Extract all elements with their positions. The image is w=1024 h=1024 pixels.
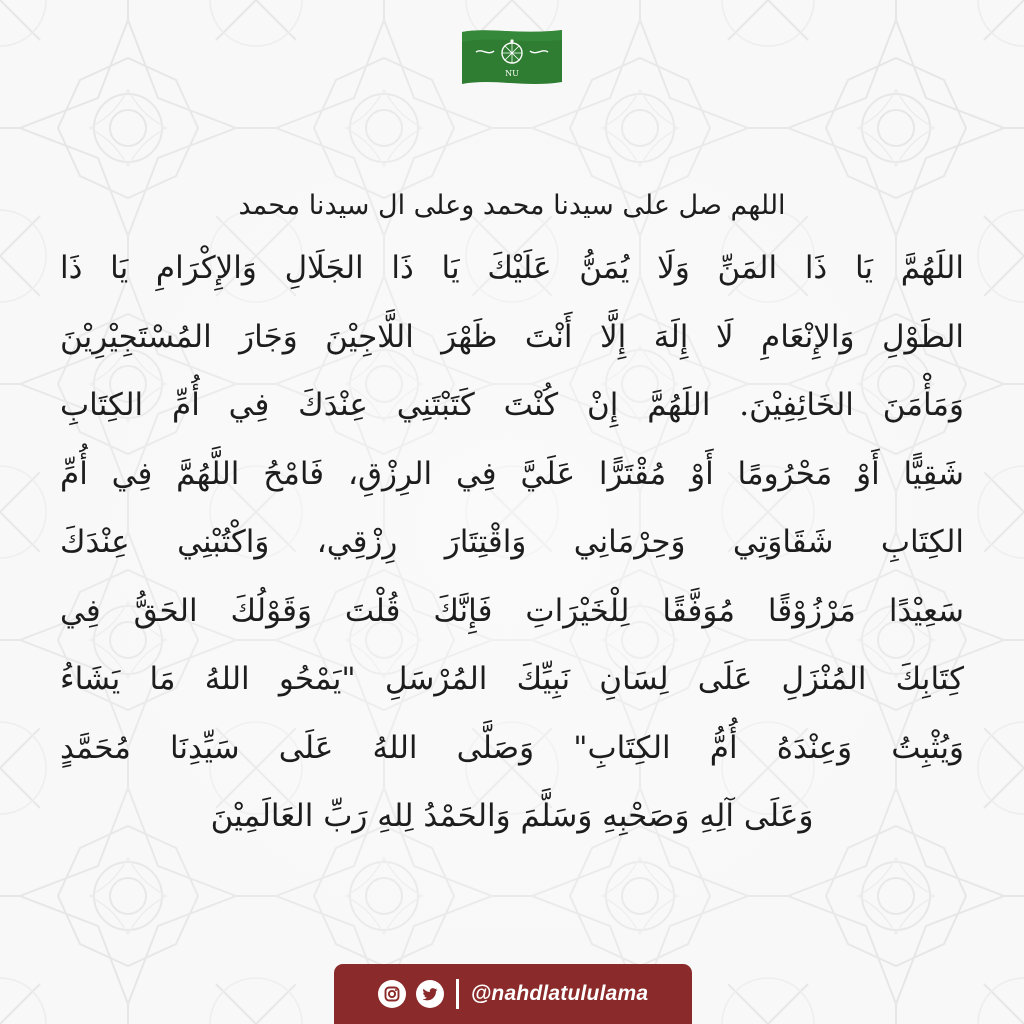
prayer-content — [60, 178, 964, 851]
salawat-heading: اللهم صل على سيدنا محمد وعلى ال سيدنا محمد — [238, 190, 786, 221]
nu-flag-logo — [458, 26, 566, 88]
dua-line: الكِتَابِ شَقَاوَتِي وَحِرْمَانِي وَاقْتِتَارَ رِزْقِي، وَاكْتُبْنِي عِنْدَكَ — [60, 524, 964, 560]
dua-line: وَمَأْمَنَ الخَائِفِيْنَ. اللَهُمَّ إِنْ كُنْتَ كَتَبْتَنِي عِنْدَكَ فِي أُمِّ الكِتَابِ — [60, 387, 964, 423]
dua-line: سَعِيْدًا مَرْزُوْقًا مُوَفَّقًا لِلْخَيْرَاتِ فَإِنَّكَ قُلْتَ وَقَوْلُكَ الحَقُّ فِي — [60, 592, 964, 629]
instagram-icon[interactable] — [378, 980, 406, 1008]
dua-line: وَعَلَى آلِهِ وَصَحْبِهِ وَسَلَّمَ وَالحَمْدُ لِلهِ رَبِّ العَالَمِيْنَ — [210, 798, 814, 834]
dua-line: شَقِيًّا أَوْ مَحْرُومًا أَوْ مُقْتَرًّا عَلَيَّ فِي الرِزْقِ، فَامْحُ اللَّهُمَّ فِي أُمِّ — [60, 455, 964, 492]
social-handle[interactable]: @nahdlatululama — [470, 982, 649, 1005]
dua-text — [60, 234, 964, 851]
dua-line: الطَوْلِ وَالإِنْعَامِ لَا إِلَهَ إِلَّا أَنْتَ ظَهْرَ اللَّاجِيْنَ وَجَارَ المُسْتَجِيْرِيْنَ — [60, 318, 964, 355]
dua-line: وَيُثْبِتُ وَعِنْدَهُ أُمُّ الكِتَابِ" وَصَلَّى اللهُ عَلَى سَيِّدِنَا مُحَمَّدٍ — [60, 729, 964, 766]
dua-line: اللَهُمَّ يَا ذَا المَنِّ وَلَا يُمَنُّ عَلَيْكَ يَا ذَا الجَلَالِ وَالإِكْرَامِ يَا ذَا — [60, 250, 964, 286]
dua-line: كِتَابِكَ المُنْزَلِ عَلَى لِسَانِ نَبِيِّكَ المُرْسَلِ "يَمْحُو اللهُ مَا يَشَاءُ — [60, 661, 964, 697]
twitter-icon[interactable] — [416, 980, 444, 1008]
flag-logo-text: NU — [505, 69, 519, 78]
social-footer — [334, 964, 692, 1024]
footer-divider — [456, 979, 459, 1009]
